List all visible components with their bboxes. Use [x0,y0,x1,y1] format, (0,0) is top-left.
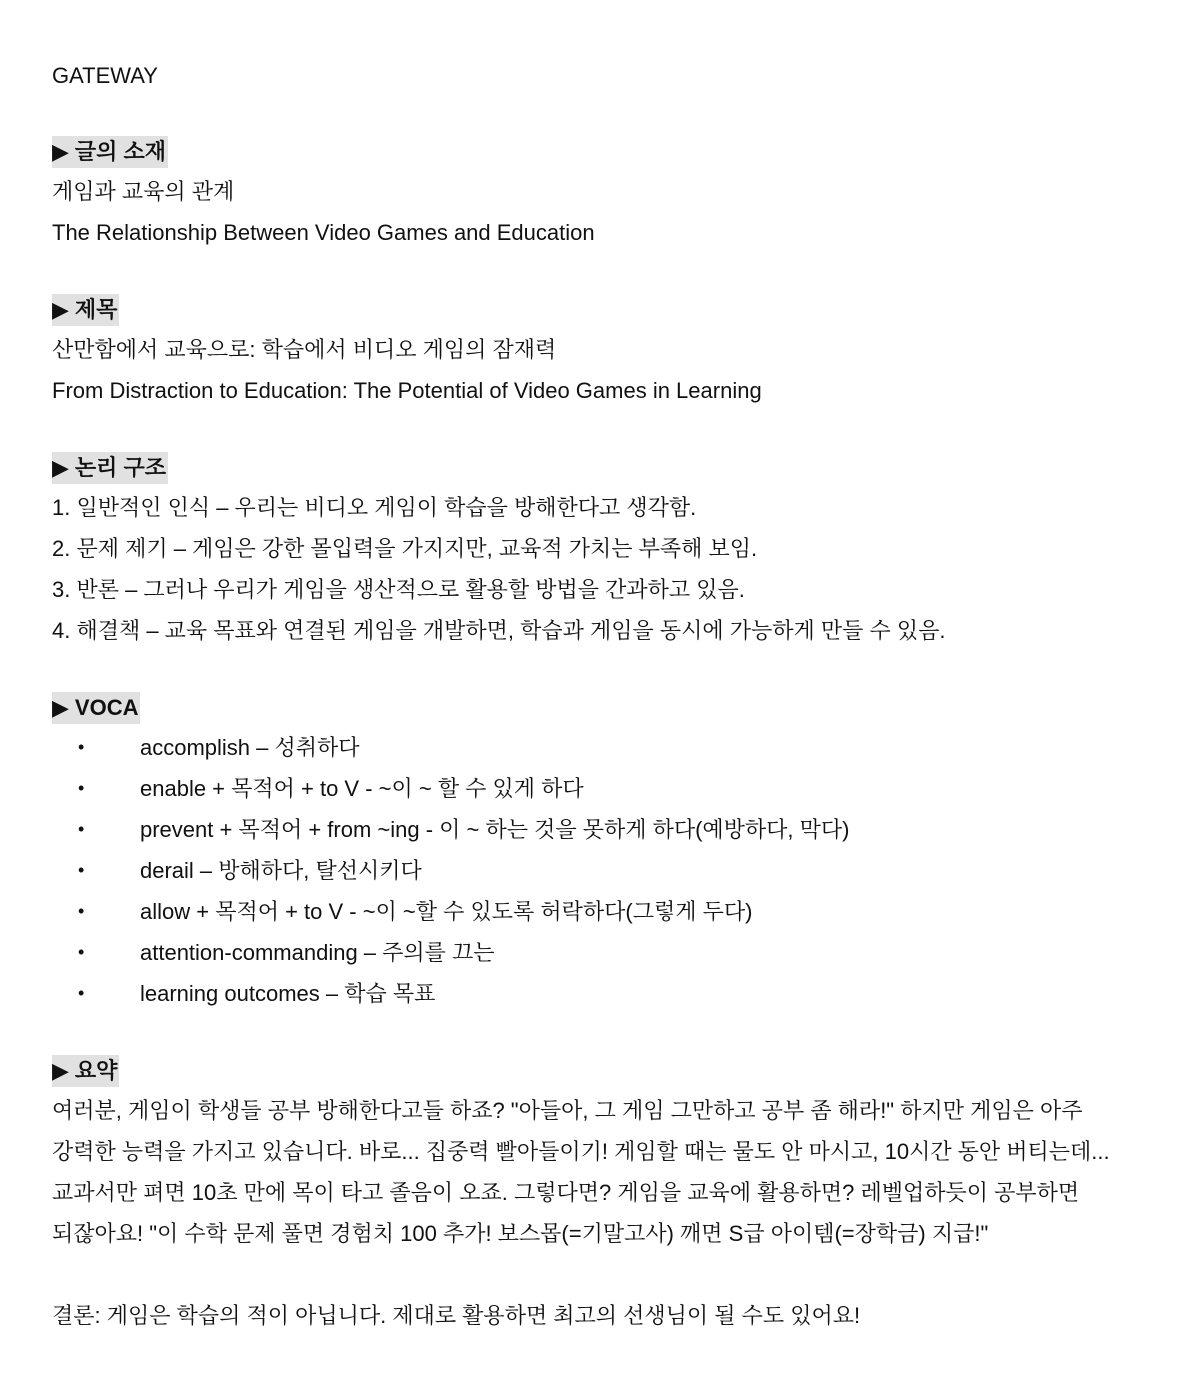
section-voca [52,692,1136,1014]
list-item [52,891,1136,932]
document-title: GATEWAY [52,63,158,88]
topic-korean: 게임과 교육의 관계 [52,179,235,204]
voca-entry: attention-commanding – 주의를 끄는 [140,940,495,965]
triangle-arrow-icon: ▶ [52,695,69,720]
triangle-arrow-icon: ▶ [52,455,69,480]
section-heading-summary [52,1055,119,1087]
triangle-arrow-icon: ▶ [52,139,69,164]
heading-label: 논리 구조 [74,455,167,480]
list-item [52,973,1136,1014]
section-heading-topic [52,136,168,168]
list-item [52,727,1136,768]
bullet-icon: • [78,737,85,757]
bullet-icon: • [78,860,85,880]
voca-entry: allow + 목적어 + to V - ~이 ~할 수 있도록 허락하다(그렇게 두다) [140,899,753,924]
list-item [52,932,1136,973]
section-heading-title [52,294,119,326]
bullet-icon: • [78,983,85,1003]
voca-entry: enable + 목적어 + to V - ~이 ~ 할 수 있게 하다 [140,776,584,801]
title-english: From Distraction to Education: The Potential of Video Games in Learning [52,378,762,403]
bullet-icon: • [78,942,85,962]
section-heading-voca [52,692,140,724]
logic-step: 2. 문제 제기 – 게임은 강한 몰입력을 가지지만, 교육적 가치는 부족해 보임. [52,536,758,561]
topic-english: The Relationship Between Video Games and Education [52,220,595,245]
section-summary [52,1055,1136,1336]
section-title [52,294,1136,411]
list-item [52,809,1136,850]
heading-label: 제목 [74,297,118,322]
heading-label: 글의 소재 [74,139,167,164]
voca-entry: derail – 방해하다, 탈선시키다 [140,858,422,883]
bullet-icon: • [78,819,85,839]
title-korean: 산만함에서 교육으로: 학습에서 비디오 게임의 잠재력 [52,337,557,362]
heading-label: 요약 [74,1058,118,1083]
logic-step: 1. 일반적인 인식 – 우리는 비디오 게임이 학습을 방해한다고 생각함. [52,495,697,520]
logic-step: 3. 반론 – 그러나 우리가 게임을 생산적으로 활용할 방법을 간과하고 있음. [52,577,745,602]
summary-paragraph: 여러분, 게임이 학생들 공부 방해한다고들 하죠? "아들아, 그 게임 그만하고 공부 좀 해라!" 하지만 게임은 아주 강력한 능력을 가지고 있습니다. 바로... 집중력 빨아들이기! 게임할 때는 물도 안 마시고, 10시간 동안 버티는데... 교과서만 펴면 10초 만에 목이 타고 졸음이 오죠. 그렇다면? 게임을 교육에 활용하면? 레벨업하듯이 공부하면 되잖아요! "이 수학 문제 풀면 경험치 100 추가! 보스몹(=기말고사) 깨면 S급 아이템(=장학금) 지급!" [52,1098,1110,1246]
logic-step: 4. 해결책 – 교육 목표와 연결된 게임을 개발하면, 학습과 게임을 동시에 가능하게 만들 수 있음. [52,618,946,643]
list-item [52,850,1136,891]
list-item [52,768,1136,809]
voca-entry: prevent + 목적어 + from ~ing - 이 ~ 하는 것을 못하게 하다(예방하다, 막다) [140,817,850,842]
triangle-arrow-icon: ▶ [52,297,69,322]
triangle-arrow-icon: ▶ [52,1058,69,1083]
section-logic [52,452,1136,651]
voca-list [52,727,1136,1014]
heading-label: VOCA [74,695,139,720]
bullet-icon: • [78,778,85,798]
voca-entry: learning outcomes – 학습 목표 [140,981,436,1006]
section-topic [52,136,1136,253]
voca-entry: accomplish – 성취하다 [140,735,360,760]
section-heading-logic [52,452,168,484]
bullet-icon: • [78,901,85,921]
summary-conclusion: 결론: 게임은 학습의 적이 아닙니다. 제대로 활용하면 최고의 선생님이 될 수도 있어요! [52,1303,861,1328]
